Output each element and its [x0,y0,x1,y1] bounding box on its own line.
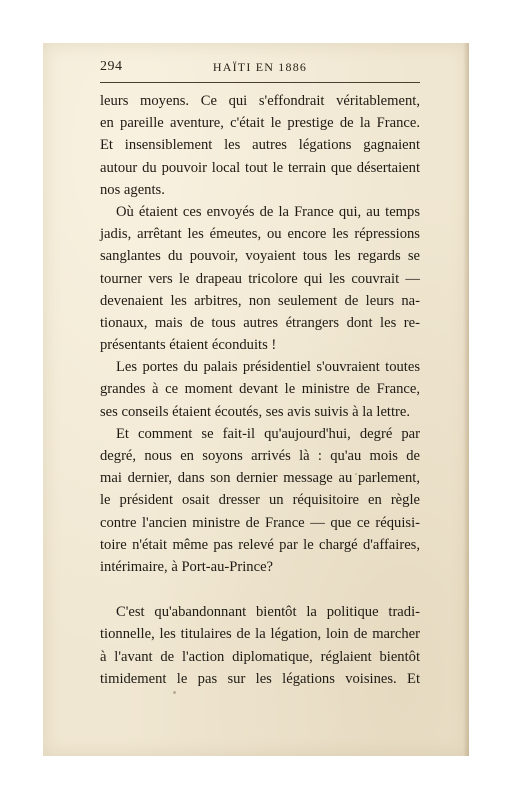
page-header [100,58,420,80]
paper-speck [395,255,398,258]
text-line: C'est qu'abandonnant bientôt la politique tradi- [116,604,420,621]
text-line: sanglantes du pouvoir, voyaient tous les regards se [100,248,420,265]
text-line: degré, nous en soyons arrivés là : qu'au mois de [100,448,420,464]
text-line: tourner vers le drapeau tricolore qui les couvrait — [100,270,420,287]
text-line: timidement le pas sur les légations voisines. Et [100,670,420,687]
text-line: mai dernier, dans son dernier message au parlement, [100,470,420,487]
book-page [43,43,469,756]
paragraph [100,356,420,423]
text-line: grandes à ce moment devant le ministre de France, [100,381,420,398]
text-line: tionaux, mais de tous autres étrangers dont les re- [100,314,420,331]
text-line: jadis, arrêtant les émeutes, ou encore les répressions [100,226,420,243]
text-line: autour du pouvoir local tout le terrain que désertaient [100,159,420,176]
page-edge-shadow [463,43,469,756]
page-number: 294 [100,59,123,74]
text-line: contre l'ancien ministre de France — que ce réquisi- [100,514,420,531]
text-line: présentants étaient éconduits ! [100,337,277,354]
running-title: HAÏTI EN 1886 [212,60,308,74]
text-line: toire n'était même pas relevé par le chargé d'affaires, [100,536,420,553]
paragraph [100,423,420,578]
text-line: nos agents. [100,181,165,198]
text-line: intérimaire, à Port-au-Prince? [100,558,274,575]
paragraph [100,601,420,690]
body-text [100,90,420,690]
text-line: à l'avant de l'action diplomatique, réglaient bientôt [100,648,420,665]
paragraph [100,90,420,201]
text-line: en pareille aventure, c'était le prestige de la France. [100,115,420,132]
paper-speck [355,473,357,475]
text-line: ses conseils étaient écoutés, ses avis suivis à la lettre. [100,403,411,420]
section-gap [100,578,420,601]
text-line: le président osait dresser un réquisitoire en règle [100,492,420,509]
text-line: devenaient les arbitres, non seulement de leurs na- [100,292,420,309]
text-line: Les portes du palais présidentiel s'ouvraient toutes [116,359,420,376]
text-line: Où étaient ces envoyés de la France qui, au temps [116,203,420,220]
text-line: Et comment se fait-il qu'aujourd'hui, degré par [116,425,420,442]
text-line: leurs moyens. Ce qui s'effondrait véritablement, [100,93,420,109]
header-rule [100,82,420,83]
text-line: Et insensiblement les autres légations gagnaient [100,137,420,154]
text-line: tionnelle, les titulaires de la légation, loin de marcher [100,626,420,643]
paragraph [100,201,420,356]
paper-speck [173,691,176,694]
